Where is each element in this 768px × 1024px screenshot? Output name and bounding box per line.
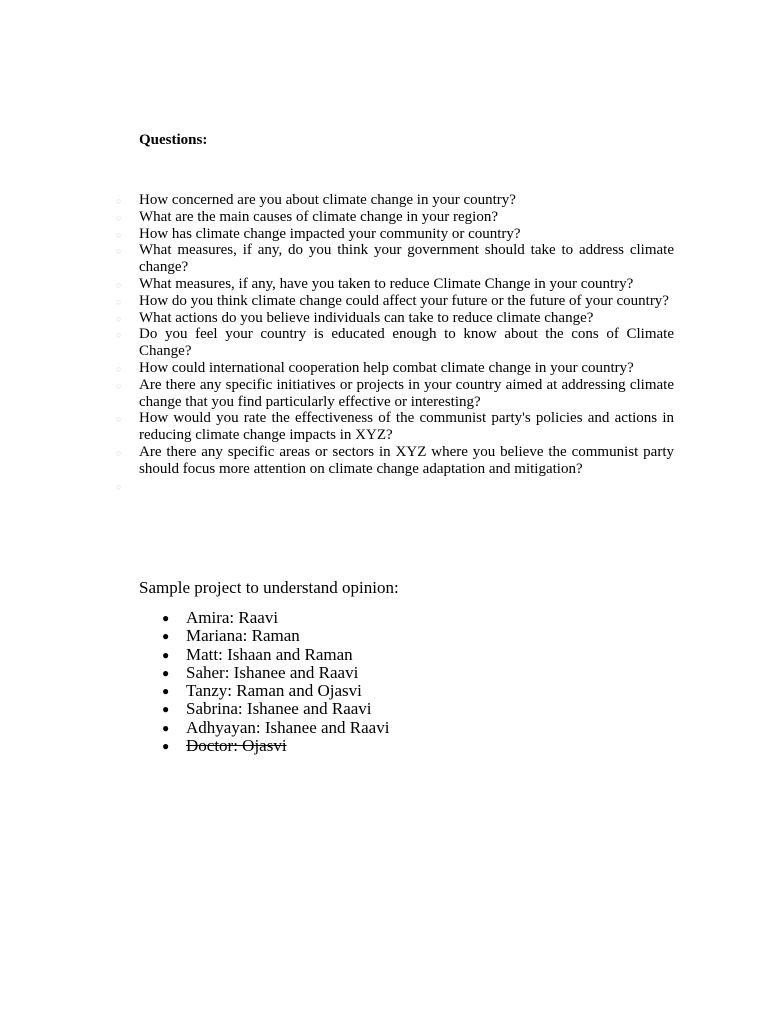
assignment-item: [162, 717, 390, 737]
question-item: [116, 410, 674, 444]
question-text: How would you rate the effectiveness of the communist party's policies and actions in reducing climate change impacts in XYZ?: [139, 410, 674, 444]
question-text: Do you feel your country is educated enough to know about the cons of Climate Change?: [139, 326, 674, 360]
hollow-bullet-icon: ○: [116, 296, 122, 307]
filled-bullet-icon: ●: [162, 647, 170, 662]
hollow-bullet-icon: ○: [116, 414, 122, 425]
assignment-item: [162, 681, 389, 701]
question-item: [116, 192, 674, 209]
filled-bullet-icon: ●: [162, 611, 170, 625]
filled-bullet-icon: ●: [162, 702, 170, 717]
assignment-text: Doctor: Ojasvi: [186, 736, 287, 756]
hollow-bullet-icon: ○: [116, 380, 122, 391]
hollow-bullet-icon: ○: [116, 447, 122, 458]
question-text: What measures, if any, do you think your government should take to address climate change?: [139, 242, 674, 276]
hollow-bullet-icon: ○: [116, 363, 122, 374]
question-item: [116, 376, 674, 411]
hollow-bullet-icon: ○: [116, 330, 122, 341]
filled-bullet-icon: ●: [162, 629, 170, 644]
filled-bullet-icon: ●: [162, 665, 170, 680]
question-item: [116, 225, 674, 243]
question-item: [116, 326, 674, 360]
hollow-bullet-icon: ○: [116, 229, 122, 240]
hollow-bullet-icon: ○: [116, 212, 122, 223]
assignment-item: [162, 608, 389, 627]
hollow-bullet-icon: ○: [116, 246, 122, 257]
question-item: [116, 275, 674, 293]
assignment-text: Matt: Ishaan and Raman: [186, 644, 353, 664]
question-text: How concerned are you about climate change in your country?: [139, 192, 516, 208]
question-text: What actions do you believe individuals can take to reduce climate change?: [139, 309, 594, 326]
question-text: What measures, if any, have you taken to reduce Climate Change in your country?: [139, 275, 634, 292]
assignment-item: [162, 736, 389, 756]
assignment-item: [162, 699, 389, 719]
question-item: [116, 208, 674, 226]
assignment-item: [162, 662, 389, 682]
hollow-bullet-icon: ○: [116, 313, 122, 324]
questions-heading: Questions:: [139, 132, 208, 148]
filled-bullet-icon: ●: [162, 720, 170, 735]
question-item: [116, 359, 674, 377]
question-item: [116, 242, 674, 276]
questions-list: [0, 192, 768, 494]
assignment-text: Sabrina: Ishanee and Raavi: [186, 699, 372, 719]
sample-project-title: Sample project to understand opinion:: [139, 578, 399, 597]
question-text: Are there any specific areas or sectors in XYZ where you believe the communist party should focus more attention on climate change adaptation and mitigation?: [139, 443, 674, 477]
question-text: Are there any specific initiatives or projects in your country aimed at addressing climate change that you find particularly effective or interesting?: [139, 376, 674, 410]
assignment-text: Adhyayan: Ishanee and Raavi: [186, 717, 390, 737]
question-item: [116, 443, 674, 478]
assignment-text: Tanzy: Raman and Ojasvi: [186, 681, 362, 701]
question-text: How has climate change impacted your community or country?: [139, 225, 521, 242]
assignment-text: Amira: Raavi: [186, 608, 279, 627]
question-text: What are the main causes of climate change in your region?: [139, 208, 499, 225]
hollow-bullet-icon: ○: [116, 279, 122, 290]
question-text: How could international cooperation help combat climate change in your country?: [139, 359, 634, 376]
assignment-item: [162, 626, 389, 646]
assignment-text: Saher: Ishanee and Raavi: [186, 662, 359, 682]
assignment-item: [162, 644, 389, 664]
hollow-bullet-icon: ○: [116, 481, 122, 492]
question-item: [116, 292, 674, 310]
question-item: [116, 309, 674, 327]
filled-bullet-icon: ●: [162, 739, 170, 754]
assignment-text: Mariana: Raman: [186, 626, 300, 646]
question-item: [116, 478, 674, 495]
question-text: How do you think climate change could affect your future or the future of your country?: [139, 292, 669, 309]
assignment-list: [0, 609, 389, 755]
hollow-bullet-icon: ○: [116, 196, 122, 206]
filled-bullet-icon: ●: [162, 684, 170, 699]
